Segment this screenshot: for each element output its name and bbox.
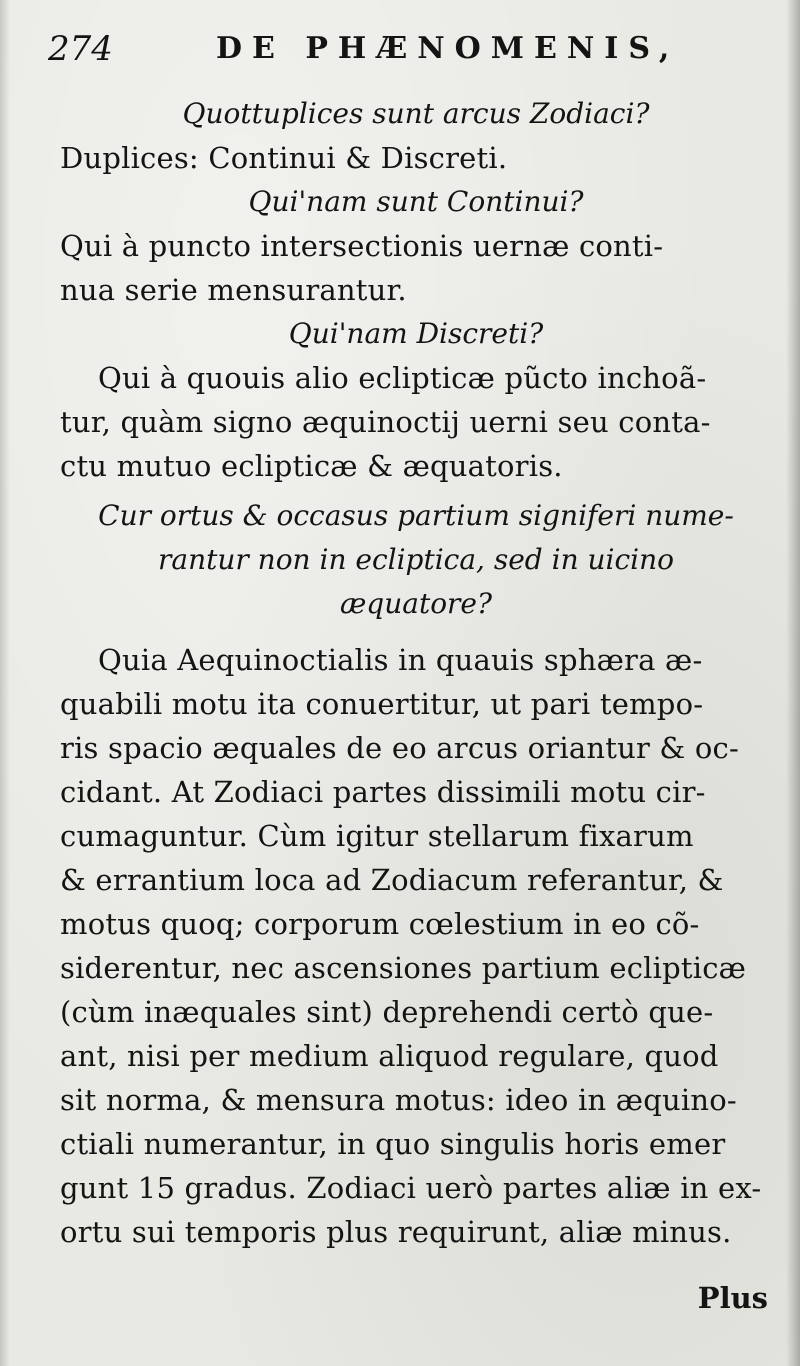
answer-4-line-12: ctiali numerantur, in quo singulis horis emer (60, 1127, 726, 1161)
question-4-line-3: æquatore? (339, 587, 493, 620)
catchword: Plus (697, 1281, 768, 1315)
page-left-edge-shadow (0, 0, 10, 1366)
answer-4-line-1: Quia Aequinoctialis in quauis sphæra æ- (98, 643, 703, 677)
main-text (60, 92, 772, 1254)
answer-3-line-2: tur, quàm signo æquinoctij uerni seu conta- (60, 405, 711, 439)
answer-4-line-2: quabili motu ita conuertitur, ut pari tempo- (60, 687, 704, 721)
question-4-line-2: rantur non in ecliptica, sed in uicino (157, 543, 675, 576)
question-2: Qui'nam sunt Continui? (248, 185, 584, 218)
answer-4-line-6: & errantium loca ad Zodiacum referantur, & (60, 863, 724, 897)
page-number: 274 (48, 29, 113, 69)
answer-2-line-1: Qui à puncto intersectionis uernæ conti- (60, 229, 664, 263)
answer-4-line-9: (cùm inæquales sint) deprehendi certò que- (60, 995, 714, 1029)
answer-4-line-4: cidant. At Zodiaci partes dissimili motu cir- (60, 775, 706, 809)
answer-1-line-1: Duplices: Continui & Discreti. (60, 141, 508, 175)
answer-3-line-1: Qui à quouis alio eclipticæ pũcto inchoã- (98, 361, 707, 395)
page-right-edge-shadow (786, 0, 800, 1366)
answer-4-line-5: cumaguntur. Cùm igitur stellarum fixarum (60, 819, 694, 853)
page-header (48, 24, 748, 74)
question-4-line-1: Cur ortus & occasus partium signiferi nume- (98, 499, 734, 532)
answer-4-line-10: ant, nisi per medium aliquod regulare, quod (60, 1039, 719, 1073)
answer-4-line-7: motus quoq; corporum cœlestium in eo cõ- (60, 907, 700, 941)
answer-4-line-14: ortu sui temporis plus requirunt, aliæ minus. (60, 1215, 732, 1249)
answer-4-line-11: sit norma, & mensura motus: ideo in æquino- (60, 1083, 737, 1117)
answer-4-line-3: ris spacio æquales de eo arcus oriantur & oc- (60, 731, 739, 765)
question-3: Qui'nam Discreti? (288, 317, 544, 350)
answer-3-line-3: ctu mutuo eclipticæ & æquatoris. (60, 449, 563, 483)
answer-4-line-8: siderentur, nec ascensiones partium eclipticæ (60, 951, 747, 985)
running-head: DE PHÆNOMENIS, (216, 31, 680, 66)
question-1: Quottuplices sunt arcus Zodiaci? (182, 97, 650, 130)
answer-2-line-2: nua serie mensurantur. (60, 273, 407, 307)
answer-4-line-13: gunt 15 gradus. Zodiaci uerò partes aliæ in ex- (60, 1171, 762, 1205)
